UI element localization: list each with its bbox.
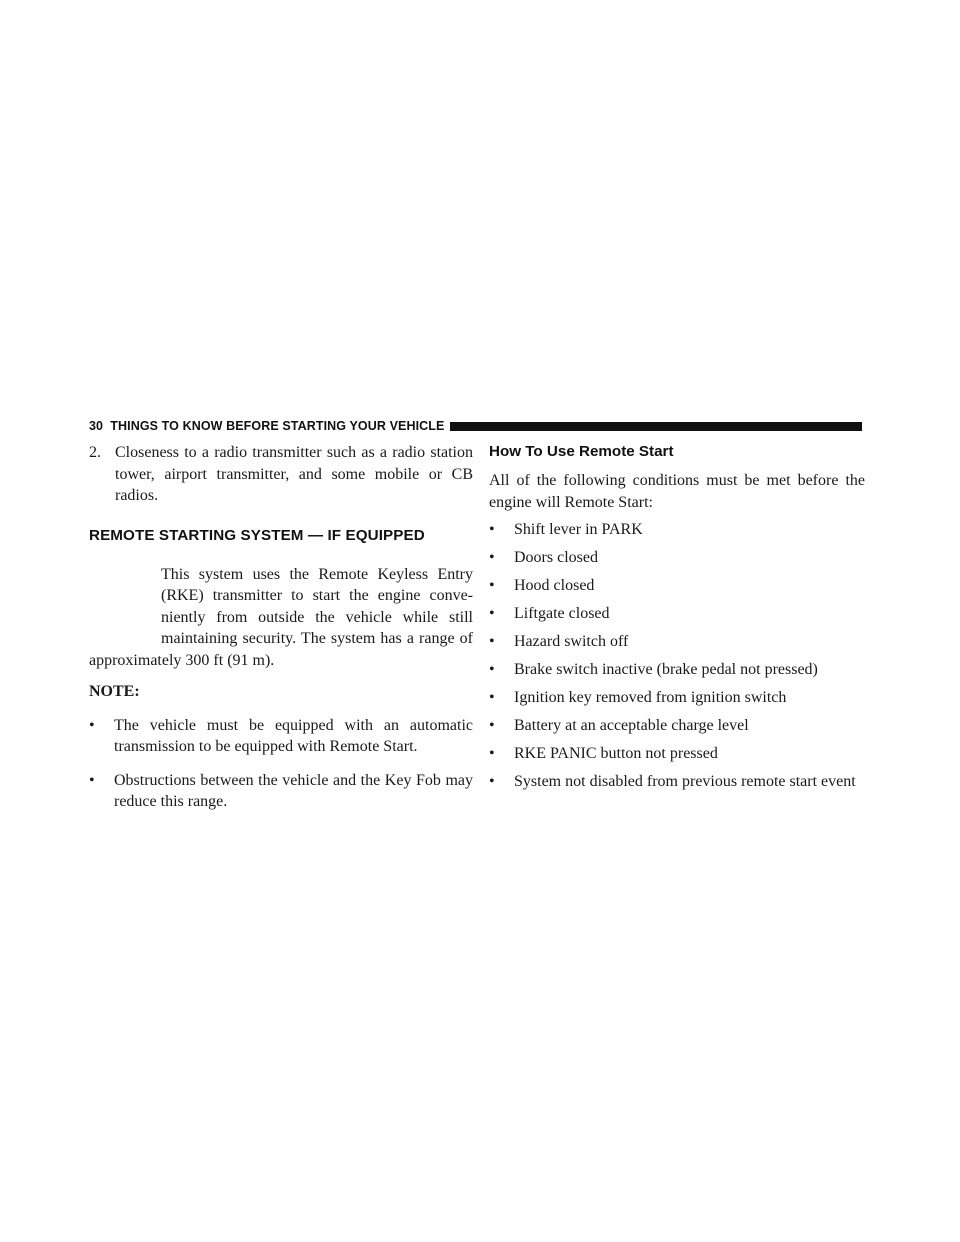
note-bullet-list (89, 715, 473, 813)
list-item (489, 715, 865, 737)
bullet-glyph: • (89, 771, 95, 789)
list-item (489, 771, 865, 793)
list-item-text: Ignition key removed from ignition switch (514, 689, 787, 706)
page-number: 30 (89, 419, 104, 433)
bullet-glyph: • (489, 745, 495, 762)
bullet-glyph: • (89, 716, 95, 734)
list-item (489, 631, 865, 653)
bullet-glyph: • (489, 549, 495, 566)
intro-line: This system uses the Remote Keyless Entry (161, 565, 473, 583)
bullet-glyph: • (489, 605, 495, 622)
bullet-glyph: • (489, 717, 495, 734)
left-column (89, 442, 473, 813)
conditions-list (489, 519, 865, 793)
list-item-text: Brake switch inactive (brake pedal not pressed) (514, 661, 818, 678)
list-item-text: Shift lever in PARK (514, 521, 643, 538)
intro-line: (RKE) transmitter to start the engine conve- (161, 587, 473, 604)
numbered-item (89, 442, 473, 507)
intro-indented-lines (89, 564, 473, 650)
bullet-glyph: • (489, 521, 495, 538)
right-column (489, 442, 865, 793)
list-item-text: Battery at an acceptable charge level (514, 717, 749, 734)
list-item (89, 770, 473, 813)
item-text: Closeness to a radio transmitter such as a radio station tower, airport transmitter, and some mobile or CB radios. (115, 444, 473, 504)
intro-line: niently from outside the vehicle while still (161, 608, 473, 626)
subsection-heading: How To Use Remote Start (489, 443, 674, 460)
list-item (489, 687, 865, 709)
intro-line-last: approximately 300 ft (91 m). (89, 651, 275, 669)
chapter-title: THINGS TO KNOW BEFORE STARTING YOUR VEHICLE (110, 419, 445, 433)
bullet-glyph: • (489, 633, 495, 650)
list-item-text: System not disabled from previous remote start event (514, 773, 856, 790)
list-item-text: Obstructions between the vehicle and the Key Fob may reduce this range. (114, 771, 473, 810)
list-item (489, 603, 865, 625)
bullet-glyph: • (489, 689, 495, 706)
list-item-text: The vehicle must be equipped with an automatic transmission to be equipped with Remote Start. (114, 716, 473, 755)
list-item (489, 575, 865, 597)
bullet-glyph: • (489, 773, 495, 790)
list-item (489, 743, 865, 765)
list-item (489, 547, 865, 569)
header-label (89, 419, 444, 433)
list-item (489, 659, 865, 681)
header-rule (450, 422, 862, 431)
list-item-text: Hood closed (514, 577, 595, 594)
list-item (489, 519, 865, 541)
list-item-text: Liftgate closed (514, 605, 610, 622)
list-item-text: Doors closed (514, 549, 598, 566)
intro-line: maintaining security. The system has a range of (161, 630, 473, 647)
list-item-text: Hazard switch off (514, 633, 629, 650)
list-item-text: RKE PANIC button not pressed (514, 745, 718, 762)
bullet-glyph: • (489, 661, 495, 678)
section-heading: REMOTE STARTING SYSTEM — IF EQUIPPED (89, 526, 425, 544)
conditions-paragraph: All of the following conditions must be met before the engine will Remote Start: (489, 472, 865, 511)
item-number: 2. (89, 444, 101, 461)
intro-paragraph (89, 564, 473, 672)
bullet-glyph: • (489, 577, 495, 594)
note-label: NOTE: (89, 683, 140, 700)
page-header (89, 418, 862, 434)
list-item (89, 715, 473, 758)
